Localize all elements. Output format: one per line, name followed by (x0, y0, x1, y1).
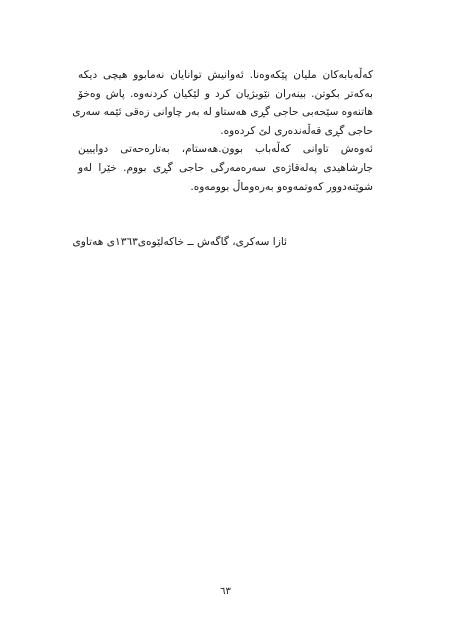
text-line: هاتنەوە سێحەبی حاجی گڕی هەستاو لە بەر چاوانی زەقی ئێمە سەری (72, 106, 373, 119)
text-line: شوێنەدوور کەوتمەوەو بەرەوماڵ بوومەوە. (190, 180, 373, 193)
body-text (72, 66, 373, 196)
paragraph-2 (78, 140, 373, 196)
text-line: حاجی گڕی قەڵەندەری لێ کردەوە. (220, 124, 373, 137)
text-line: بەکەتر بکوتن. بینەران نێوبژیان کرد و لێکیان کردنەوە. پاش وەخۆ (78, 87, 373, 100)
paragraph-1 (72, 66, 373, 140)
text-line: کەڵەبابەکان ملیان پێکەوەنا. ئەوانیش توانایان نەمابوو هیچی دیکە (78, 69, 373, 81)
author-signature-line: ئازا سەکری، گاگەش ــ خاکەلێوەی١٣٦٣ی هەتاوی (72, 236, 287, 248)
text-line: ئەوەش تاوانی کەڵەباب بوون.هەستام، بەتارەحەتی دواییین (78, 143, 373, 156)
text-line: جارشاهیدی پەلەقاژەی سەرەمەرگی حاجی گڕی بووم. خێرا لەو (78, 161, 373, 174)
page-number: ٦٣ (220, 586, 231, 597)
